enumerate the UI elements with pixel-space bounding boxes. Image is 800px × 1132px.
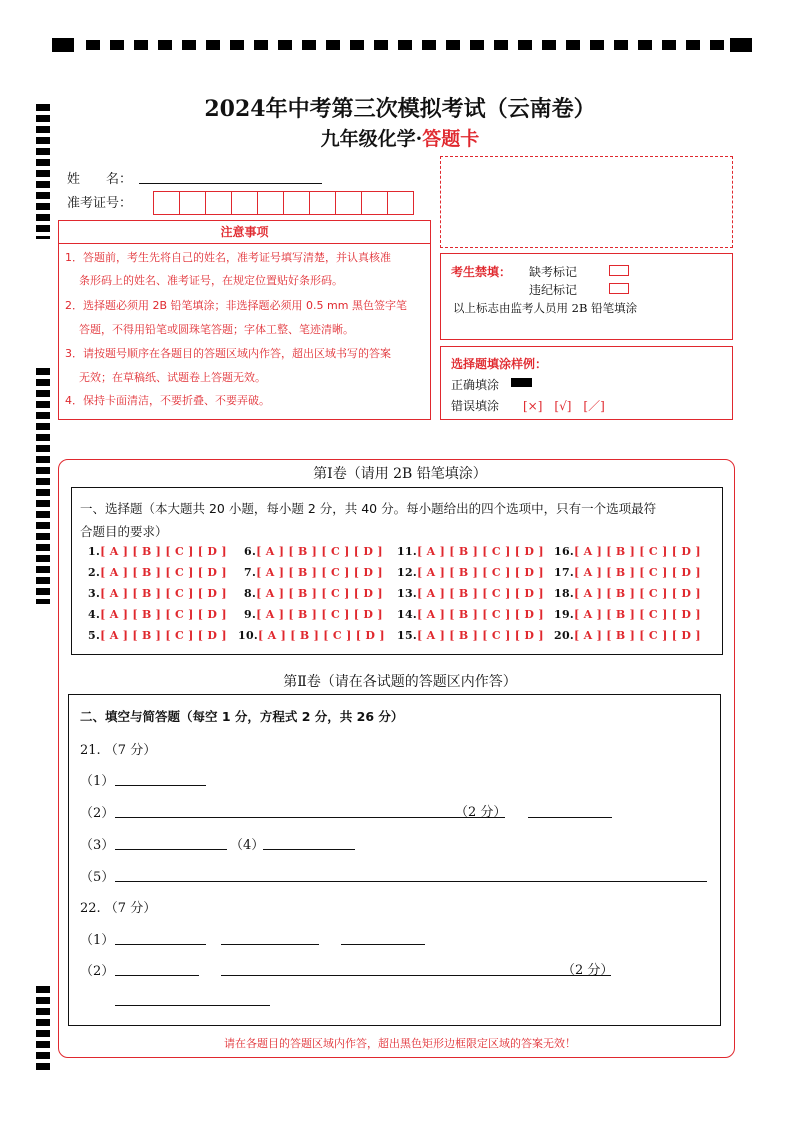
mc-question[interactable]: 16.[ A ] [ B ] [ C ] [ D ] xyxy=(554,545,701,558)
id-label: 准考证号： xyxy=(67,196,133,211)
forbid-box xyxy=(440,253,733,340)
violate-mark-box[interactable] xyxy=(609,283,629,294)
q21-s4-label: （4） xyxy=(230,838,265,853)
q22-s1-blank-3[interactable] xyxy=(341,944,425,945)
mc-question[interactable]: 15.[ A ] [ B ] [ C ] [ D ] xyxy=(397,629,544,642)
mc-question[interactable]: 6.[ A ] [ B ] [ C ] [ D ] xyxy=(244,545,383,558)
page-subtitle: 九年级化学·答题卡 xyxy=(320,128,480,150)
mc-question[interactable]: 3.[ A ] [ B ] [ C ] [ D ] xyxy=(88,587,227,600)
sample-heading: 选择题填涂样例： xyxy=(451,357,548,371)
correct-label: 正确填涂 xyxy=(451,378,500,392)
part1-instructions: 一、选择题（本大题共 20 小题，每小题 2 分，共 40 分。每小题给出的四个选项中，只有一个选项最符 xyxy=(80,501,657,516)
absent-mark-box[interactable] xyxy=(609,265,629,276)
notice-box xyxy=(58,220,431,420)
q21-s2-points: （2 分） xyxy=(455,805,507,820)
mc-question[interactable]: 17.[ A ] [ B ] [ C ] [ D ] xyxy=(554,566,701,579)
filled-mark-sample xyxy=(511,378,532,387)
notice-line: 无效；在草稿纸、试题卷上答题无效。 xyxy=(79,371,266,384)
mc-question[interactable]: 14.[ A ] [ B ] [ C ] [ D ] xyxy=(397,608,544,621)
notice-line: 答题，不得用铅笔或圆珠笔答题；字体工整、笔迹清晰。 xyxy=(79,323,354,336)
part2-heading: 二、填空与简答题（每空 1 分，方程式 2 分，共 26 分） xyxy=(80,709,404,724)
q21-s1-label: （1） xyxy=(80,774,115,789)
wrong-marks: [×] [√] [／] xyxy=(523,399,605,413)
notice-line: 1．答题前，考生先将自己的姓名，准考证号填写清楚，并认真核准 xyxy=(65,251,391,264)
q22-s2-label: （2） xyxy=(80,964,115,979)
violate-label: 违纪标记 xyxy=(529,283,578,297)
notice-line: 条形码上的姓名、准考证号，在规定位置贴好条形码。 xyxy=(79,274,343,287)
footer-warning: 请在各题目的答题区域内作答，超出黑色矩形边框限定区域的答案无效！ xyxy=(224,1037,576,1050)
sample-box xyxy=(440,346,733,420)
q22-label: 22. （7 分） xyxy=(80,901,157,916)
mc-question[interactable]: 1.[ A ] [ B ] [ C ] [ D ] xyxy=(88,545,227,558)
q22-s2-blank-3[interactable] xyxy=(115,1005,270,1006)
q21-s3-blank[interactable] xyxy=(115,849,227,850)
q22-s2-points: （2 分） xyxy=(562,963,614,978)
q21-s3-label: （3） xyxy=(80,838,115,853)
mc-question[interactable]: 9.[ A ] [ B ] [ C ] [ D ] xyxy=(244,608,383,621)
timing-marks-top xyxy=(52,38,752,52)
mc-question[interactable]: 2.[ A ] [ B ] [ C ] [ D ] xyxy=(88,566,227,579)
q21-s4-blank[interactable] xyxy=(263,849,355,850)
q22-s2-blank-2[interactable] xyxy=(221,975,611,976)
part1-instructions-2: 合题目的要求） xyxy=(80,524,168,539)
mc-question[interactable]: 10.[ A ] [ B ] [ C ] [ D ] xyxy=(238,629,385,642)
mc-question[interactable]: 12.[ A ] [ B ] [ C ] [ D ] xyxy=(397,566,544,579)
q21-s2-label: （2） xyxy=(80,806,115,821)
mc-question[interactable]: 19.[ A ] [ B ] [ C ] [ D ] xyxy=(554,608,701,621)
notice-line: 2．选择题必须用 2B 铅笔填涂；非选择题必须用 0.5 mm 黑色签字笔 xyxy=(65,299,407,312)
mc-question[interactable]: 18.[ A ] [ B ] [ C ] [ D ] xyxy=(554,587,701,600)
mc-question[interactable]: 4.[ A ] [ B ] [ C ] [ D ] xyxy=(88,608,227,621)
forbid-heading: 考生禁填： xyxy=(451,265,512,279)
part2-box xyxy=(68,694,721,1026)
name-label: 姓 名： xyxy=(67,172,133,187)
q21-s2-blank[interactable] xyxy=(115,817,505,818)
q22-s2-blank[interactable] xyxy=(115,975,199,976)
q22-s1-label: （1） xyxy=(80,933,115,948)
q21-label: 21. （7 分） xyxy=(80,743,157,758)
wrong-label: 错误填涂 xyxy=(451,399,500,413)
notice-line: 3．请按题号顺序在各题目的答题区域内作答，超出区域书写的答案 xyxy=(65,347,391,360)
mc-question[interactable]: 11.[ A ] [ B ] [ C ] [ D ] xyxy=(397,545,544,558)
absent-label: 缺考标记 xyxy=(529,265,578,279)
q21-s2-blank-2[interactable] xyxy=(528,817,612,818)
mc-question[interactable]: 20.[ A ] [ B ] [ C ] [ D ] xyxy=(554,629,701,642)
notice-line: 4．保持卡面清洁，不要折叠、不要弄破。 xyxy=(65,394,270,407)
q22-s1-blank-2[interactable] xyxy=(221,944,319,945)
name-field[interactable] xyxy=(139,183,322,184)
q21-s5-label: （5） xyxy=(80,870,115,885)
timing-marks-left-3 xyxy=(36,986,50,1074)
mc-question[interactable]: 13.[ A ] [ B ] [ C ] [ D ] xyxy=(397,587,544,600)
q21-s5-blank[interactable] xyxy=(115,881,707,882)
barcode-area xyxy=(440,156,733,248)
q22-s1-blank[interactable] xyxy=(115,944,206,945)
mc-question[interactable]: 8.[ A ] [ B ] [ C ] [ D ] xyxy=(244,587,383,600)
part1-title: 第Ⅰ卷（请用 2B 铅笔填涂） xyxy=(313,466,487,482)
q21-s1-blank[interactable] xyxy=(115,785,206,786)
notice-heading: 注意事项 xyxy=(59,221,430,244)
forbid-note: 以上标志由监考人员用 2B 铅笔填涂 xyxy=(453,301,638,315)
part2-title: 第Ⅱ卷（请在各试题的答题区内作答） xyxy=(283,674,517,690)
mc-question[interactable]: 7.[ A ] [ B ] [ C ] [ D ] xyxy=(244,566,383,579)
mc-question[interactable]: 5.[ A ] [ B ] [ C ] [ D ] xyxy=(88,629,227,642)
page-title: 2024年中考第三次模拟考试（云南卷） xyxy=(204,96,596,122)
timing-marks-left-2 xyxy=(36,368,50,604)
